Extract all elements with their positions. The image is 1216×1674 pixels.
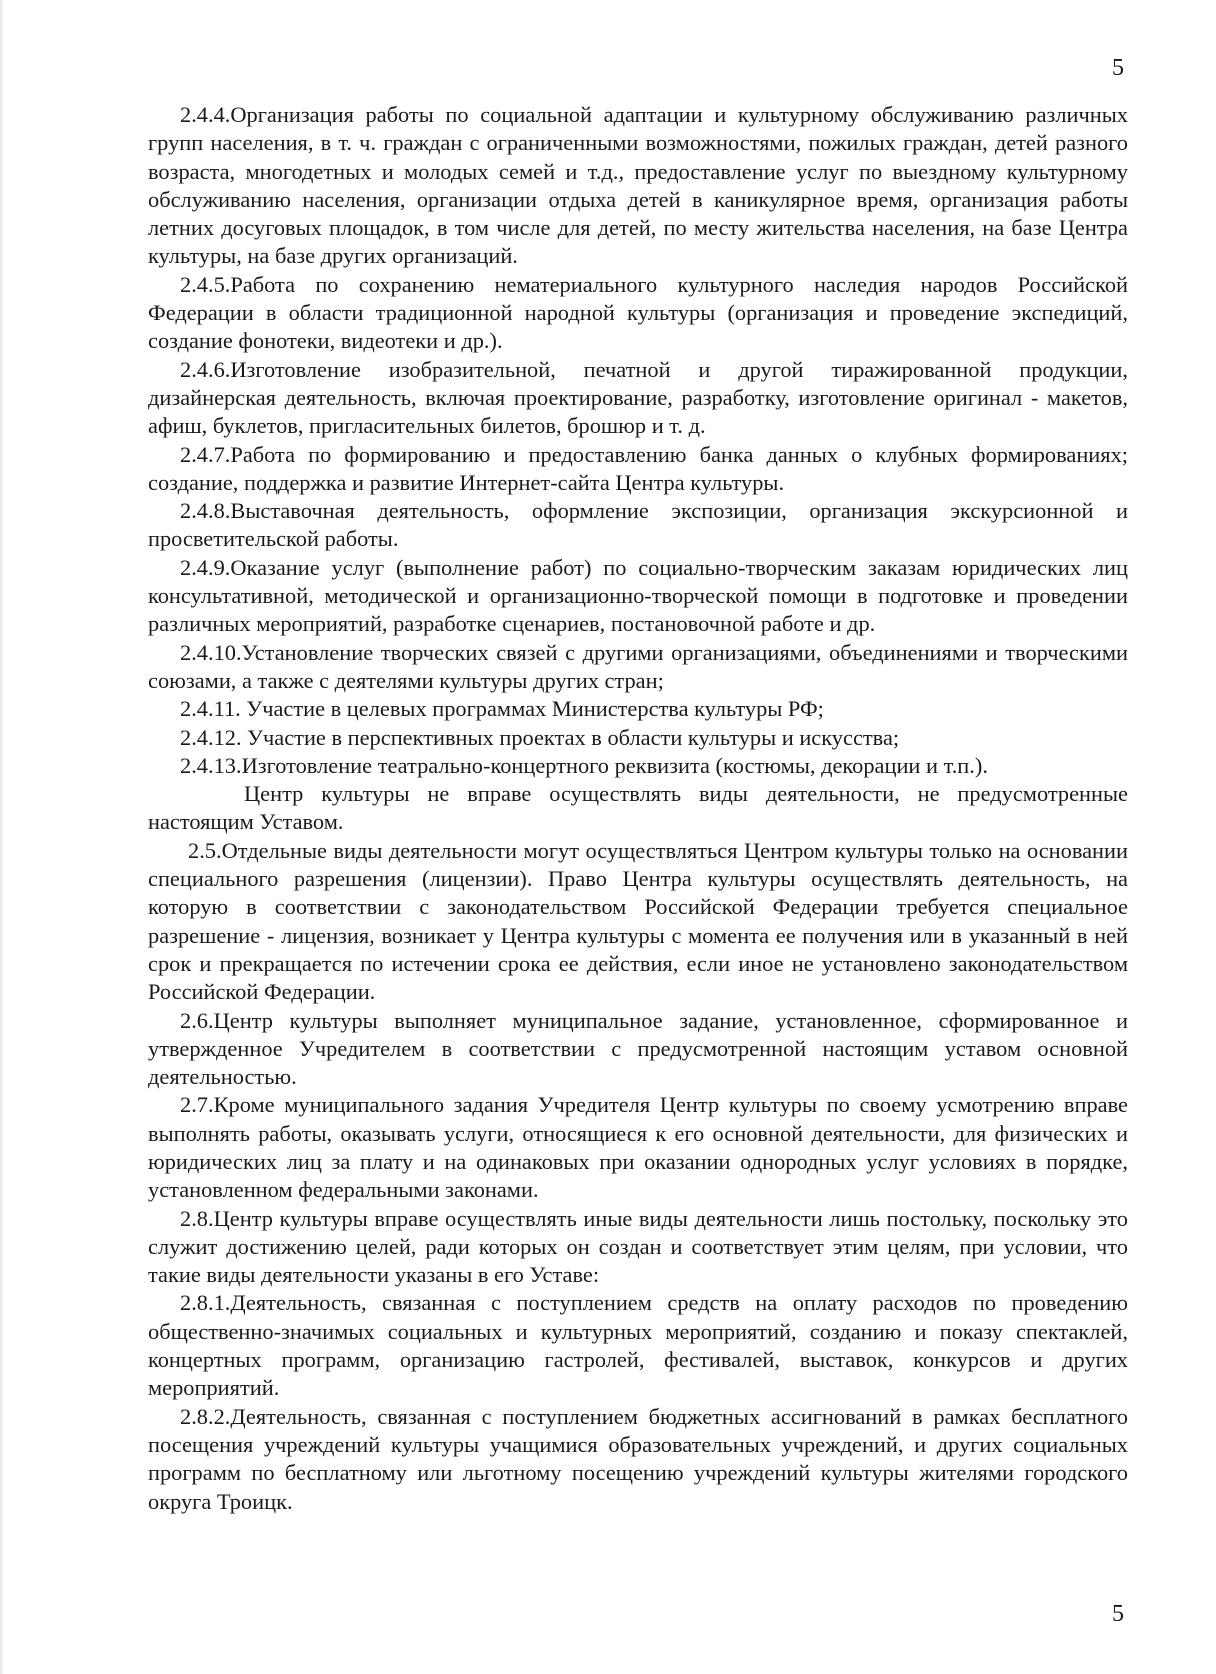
paragraph-2-4-10: 2.4.10.Установление творческих связей с другими организациями, объединениями и творческими союзами, а также с деятелями культуры других стран; (148, 639, 1128, 693)
paragraph-2-4-5: 2.4.5.Работа по сохранению нематериального культурного наследия народов Российской Федерации в области традиционной народной культуры (организация и проведение экспедиций, создание фонотеки, видеотеки и др.). (148, 271, 1128, 354)
paragraph-2-4-8: 2.4.8.Выставочная деятельность, оформление экспозиции, организация экскурсионной и просветительской работы. (148, 498, 1128, 552)
paragraph-2-5: 2.5.Отдельные виды деятельности могут осуществляться Центром культуры только на основании специального разрешения (лицензии). Право Центра культуры осуществлять деятельность, на которую в соответствии с законодательством Российской Федерации требуется специальное разрешение - лицензия, возникает у Центра культуры с момента ее получения или в указанный в ней срок и прекращается по истечении срока ее действия, если иное не установлено законодательством Российской Федерации. (148, 837, 1128, 1005)
paragraph-2-8: 2.8.Центр культуры вправе осуществлять иные виды деятельности лишь постольку, поскольку это служит достижению целей, ради которых он создан и соответствует этим целям, при условии, что такие виды деятельности указаны в его Уставе: (148, 1205, 1128, 1288)
paragraph-2-8-1: 2.8.1.Деятельность, связанная с поступлением средств на оплату расходов по проведению общественно-значимых социальных и культурных мероприятий, созданию и показу спектаклей, концертных программ, организацию гастролей, фестивалей, выставок, конкурсов и других мероприятий. (148, 1290, 1128, 1401)
scan-edge (0, 0, 4, 1674)
paragraph-2-8-2: 2.8.2.Деятельность, связанная с поступлением бюджетных ассигнований в рамках бесплатного посещения учреждений культуры учащимися образовательных учреждений, и других социальных программ по бесплатному или льготному посещению учреждений культуры жителями городского округа Троицк. (148, 1403, 1128, 1514)
paragraph-2-4-4: 2.4.4.Организация работы по социальной адаптации и культурному обслуживанию различных групп населения, в т. ч. граждан с ограниченными возможностями, пожилых граждан, детей разного возраста, многодетных и молодых семей и т.д., предоставление услуг по выездному культурному обслуживанию населения, организации отдыха детей в каникулярное время, организация работы летних досуговых площадок, в том числе для детей, по месту жительства населения, на базе Центра культуры, на базе других организаций. (148, 102, 1128, 269)
document-body (148, 101, 1128, 1516)
paragraph-2-4-12: 2.4.12. Участие в перспективных проектах в области культуры и искусства; (180, 724, 900, 750)
paragraph-2-4-9: 2.4.9.Оказание услуг (выполнение работ) по социально-творческим заказам юридических лиц консультативной, методической и организационно-творческой помощи в подготовке и проведении различных мероприятий, разработке сценариев, постановочной работе и др. (148, 554, 1128, 637)
paragraph-2-6: 2.6.Центр культуры выполняет муниципальное задание, установленное, сформированное и утвержденное Учредителем в соответствии с предусмотренной настоящим уставом основной деятельностью. (148, 1007, 1128, 1090)
paragraph-2-4-7: 2.4.7.Работа по формированию и предоставлению банка данных о клубных формированиях; создание, поддержка и развитие Интернет-сайта Центра культуры. (148, 441, 1128, 495)
page-number-bottom: 5 (1112, 1601, 1124, 1627)
paragraph-restriction: Центр культуры не вправе осуществлять виды деятельности, не предусмотренные настоящим Уставом. (148, 781, 1128, 835)
paragraph-2-7: 2.7.Кроме муниципального задания Учредителя Центр культуры по своему усмотрению вправе выполнять работы, оказывать услуги, относящиеся к его основной деятельности, для физических и юридических лиц за плату и на одинаковых при оказании однородных услуг условиях в порядке, установленном федеральными законами. (148, 1092, 1128, 1203)
paragraph-2-4-6: 2.4.6.Изготовление изобразительной, печатной и другой тиражированной продукции, дизайнерская деятельность, включая проектирование, разработку, изготовление оригинал - макетов, афиш, буклетов, пригласительных билетов, брошюр и т. д. (148, 356, 1128, 439)
page-number-top: 5 (1112, 55, 1124, 81)
paragraph-2-4-11: 2.4.11. Участие в целевых программах Министерства культуры РФ; (180, 696, 824, 722)
paragraph-2-4-13: 2.4.13.Изготовление театрально-концертного реквизита (костюмы, декорации и т.п.). (180, 752, 988, 778)
